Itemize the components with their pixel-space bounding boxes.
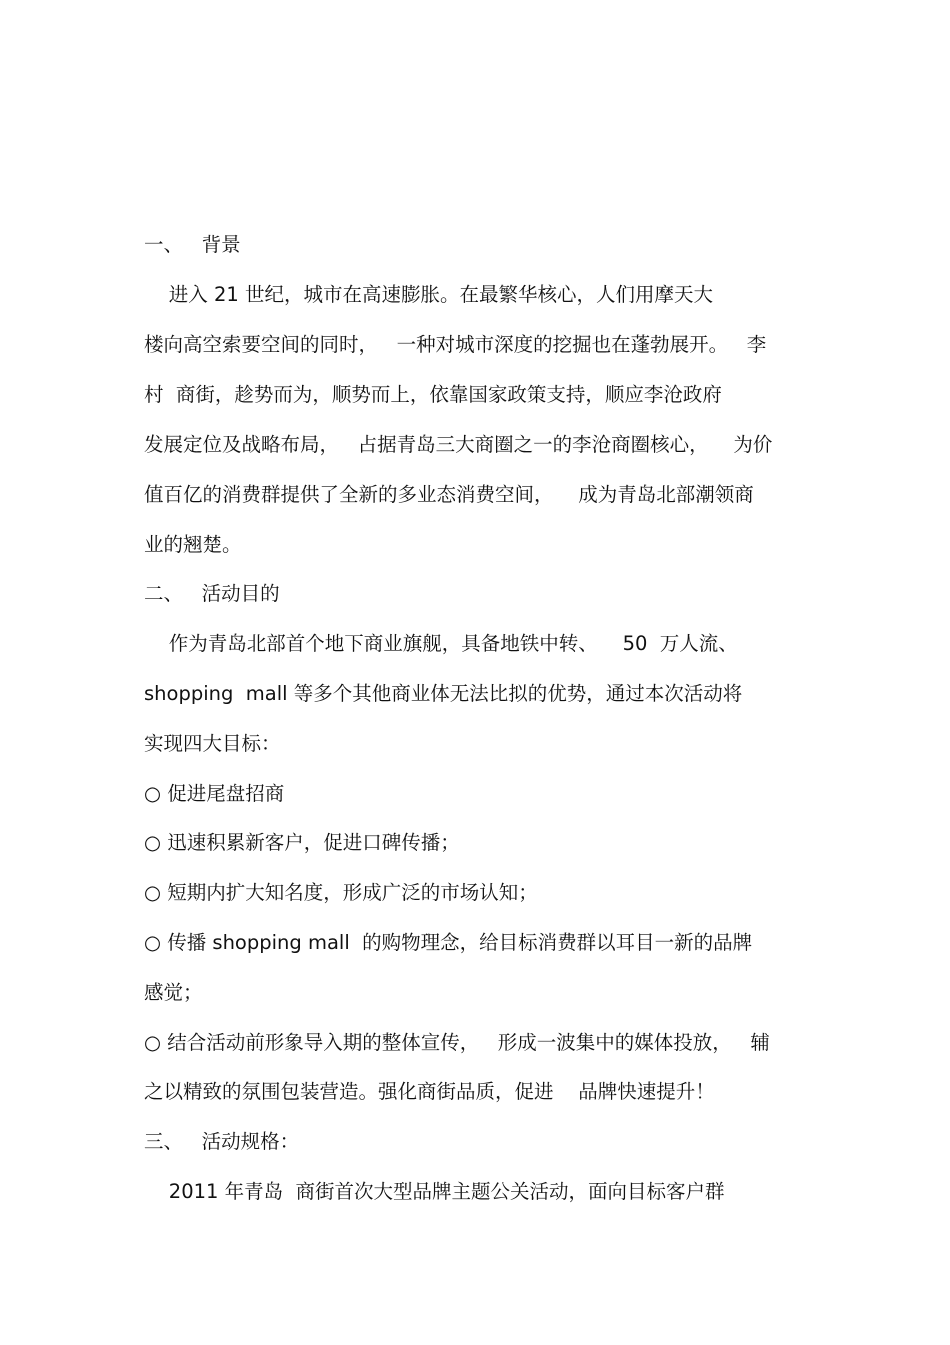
section-heading-background: 一、 背景 xyxy=(144,233,241,256)
section-heading-objectives: 二、 活动目的 xyxy=(144,582,280,605)
list-item-continuation: 感觉； xyxy=(144,981,203,1004)
paragraph-line: 2011 年青岛 商街首次大型品牌主题公关活动，面向目标客户群 xyxy=(144,1180,725,1203)
list-item: ○ 传播 shopping mall 的购物理念，给目标消费群以耳目一新的品牌 xyxy=(144,931,753,954)
paragraph-line: 发展定位及战略布局， 占据青岛三大商圈之一的李沧商圈核心， 为价 xyxy=(144,433,773,456)
paragraph-line: 业的翘楚。 xyxy=(144,533,242,556)
paragraph-line: 村 商街，趁势而为，顺势而上，依靠国家政策支持，顺应李沧政府 xyxy=(144,383,722,406)
paragraph-line: 作为青岛北部首个地下商业旗舰，具备地铁中转、 50 万人流、 xyxy=(144,632,738,655)
list-item-continuation: 之以精致的氛围包装营造。强化商街品质，促进 品牌快速提升！ xyxy=(144,1080,715,1103)
list-item: ○ 促进尾盘招商 xyxy=(144,782,285,805)
section-heading-specification: 三、 活动规格： xyxy=(144,1130,300,1153)
list-item: ○ 结合活动前形象导入期的整体宣传， 形成一波集中的媒体投放， 辅 xyxy=(144,1031,770,1054)
paragraph-line: 进入 21 世纪，城市在高速膨胀。在最繁华核心，人们用摩天大 xyxy=(144,283,714,306)
list-item: ○ 迅速积累新客户，促进口碑传播； xyxy=(144,831,460,854)
paragraph-line: 值百亿的消费群提供了全新的多业态消费空间， 成为青岛北部潮领商 xyxy=(144,483,754,506)
list-item: ○ 短期内扩大知名度，形成广泛的市场认知； xyxy=(144,881,538,904)
paragraph-line: 楼向高空索要空间的同时， 一种对城市深度的挖掘也在蓬勃展开。 李 xyxy=(144,333,767,356)
paragraph-line: shopping mall 等多个其他商业体无法比拟的优势，通过本次活动将 xyxy=(144,682,743,705)
paragraph-line: 实现四大目标： xyxy=(144,732,281,755)
